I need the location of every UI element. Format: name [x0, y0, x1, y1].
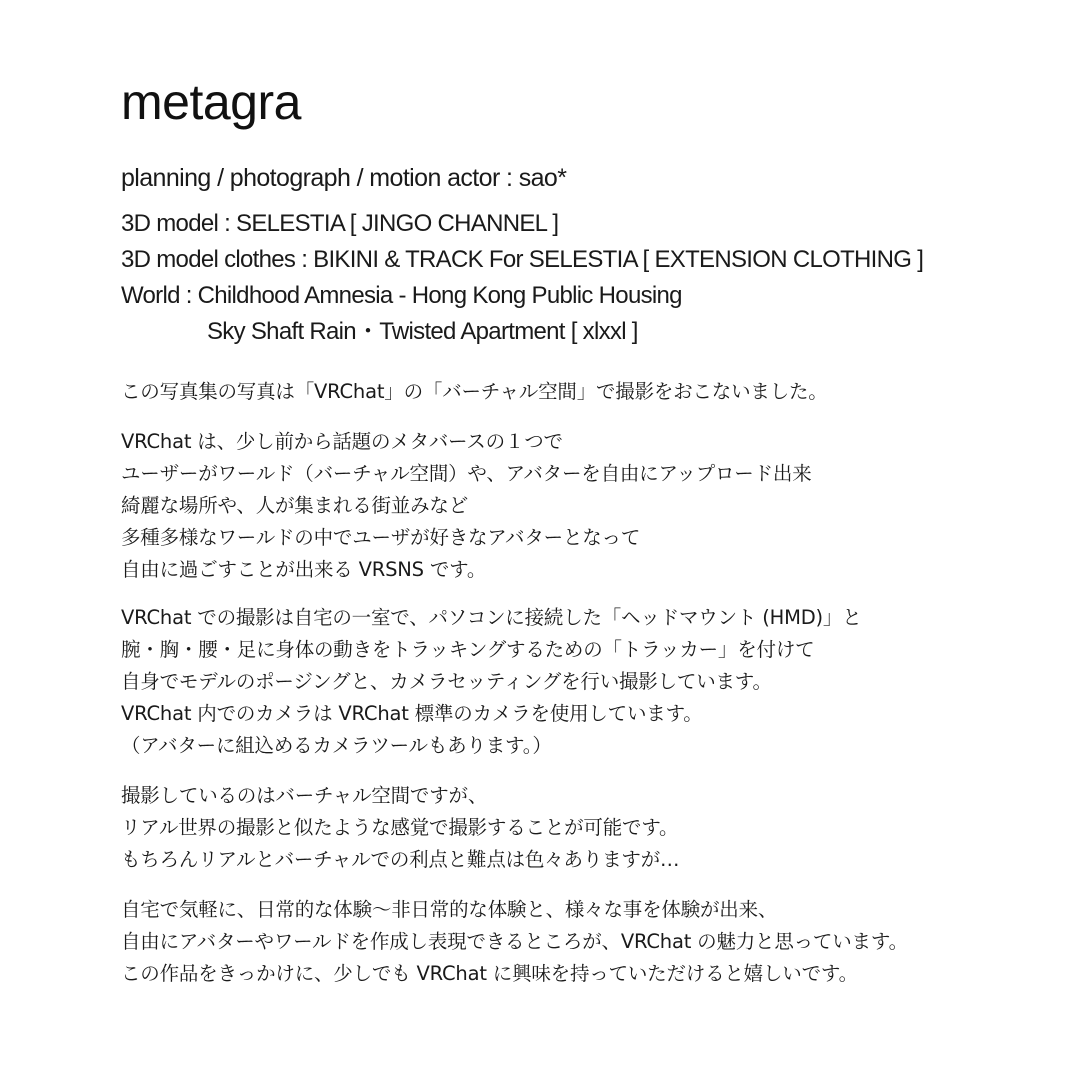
paragraph-line: リアル世界の撮影と似たような感覚で撮影することが可能です。 [121, 816, 679, 839]
paragraph-intro [121, 376, 1021, 408]
paragraph-line: （アバターに組込めるカメラツールもあります。） [121, 734, 552, 757]
paragraph-line: 多種多様なワールドの中でユーザが好きなアバターとなって [121, 526, 641, 549]
paragraph-line: 自由にアバターやワールドを作成し表現できるところが、VRChat の魅力と思っています。 [121, 930, 908, 953]
paragraph-line: 腕・胸・腰・足に身体の動きをトラッキングするための「トラッカー」を付けて [121, 638, 815, 661]
paragraph-line: VRChat は、少し前から話題のメタバースの１つで [121, 430, 563, 453]
paragraph-line: この作品をきっかけに、少しでも VRChat に興味を持っていただけると嬉しいです。 [121, 962, 858, 985]
paragraph-line: 自身でモデルのポージングと、カメラセッティングを行い撮影しています。 [121, 670, 772, 693]
paragraph-closing [121, 894, 1021, 990]
credits-line: planning / photograph / motion actor : sao* [121, 164, 567, 192]
paragraph-about-vrchat [121, 426, 1021, 586]
credit-world: World : Childhood Amnesia - Hong Kong Public Housing [121, 282, 682, 309]
paragraph-line: 撮影しているのはバーチャル空間ですが、 [121, 784, 488, 807]
credit-3d-model-clothes: 3D model clothes : BIKINI & TRACK For SELESTIA [ EXTENSION CLOTHING ] [121, 246, 924, 273]
page-title: metagra [121, 74, 301, 130]
paragraph-line: 自由に過ごすことが出来る VRSNS です。 [121, 558, 487, 581]
colophon-page [121, 70, 1021, 990]
paragraph-line: VRChat 内でのカメラは VRChat 標準のカメラを使用しています。 [121, 702, 703, 725]
credit-3d-model: 3D model : SELESTIA [ JINGO CHANNEL ] [121, 210, 559, 237]
paragraph-line: ユーザーがワールド（バーチャル空間）や、アバターを自由にアップロード出来 [121, 462, 812, 485]
paragraph-line: 自宅で気軽に、日常的な体験〜非日常的な体験と、様々な事を体験が出来、 [121, 898, 778, 921]
paragraph-line: もちろんリアルとバーチャルでの利点と難点は色々ありますが… [121, 848, 680, 871]
paragraph-line: VRChat での撮影は自宅の一室で、パソコンに接続した「ヘッドマウント (HMD)」と [121, 606, 862, 629]
credit-world-continued: Sky Shaft Rain・Twisted Apartment [ xlxxl ] [207, 318, 638, 345]
paragraph-line: 綺麗な場所や、人が集まれる街並みなど [121, 494, 469, 517]
paragraph-shooting-setup [121, 602, 1021, 762]
credits-block [121, 206, 1021, 350]
paragraph-line: この写真集の写真は「VRChat」の「バーチャル空間」で撮影をおこないました。 [121, 380, 828, 403]
paragraph-virtual-vs-real [121, 780, 1021, 876]
